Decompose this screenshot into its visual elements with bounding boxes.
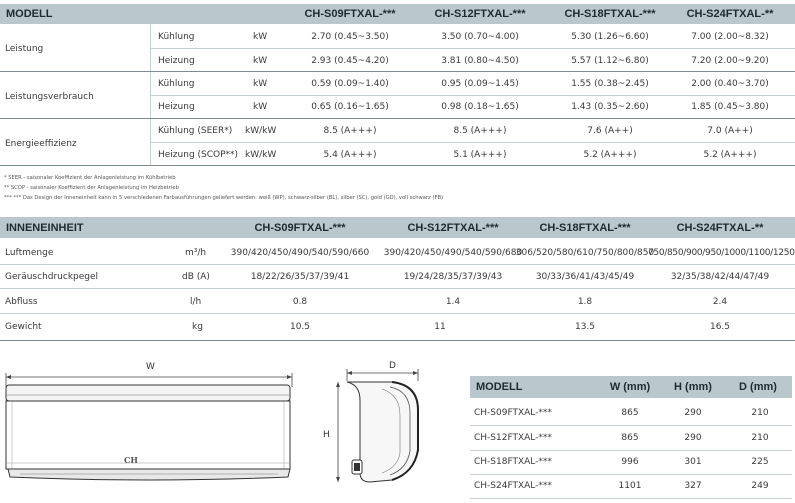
value-cell: 1.4: [445, 297, 461, 307]
value-cell: 5.2 (A+++): [703, 150, 757, 160]
value-cell: 7.20 (2.00~9.20): [691, 56, 769, 66]
group-label-leistung: Leistung: [5, 44, 44, 54]
value-cell: 30/33/36/41/43/45/49: [535, 272, 635, 282]
indoor-row-unit: dB (A): [182, 272, 210, 282]
value-cell: 390/420/450/490/540/590/660: [230, 248, 370, 258]
value-cell: 2.70 (0.45~3.50): [311, 32, 389, 42]
value-cell: 1.8: [577, 297, 593, 307]
value-cell: 1.85 (0.45~3.80): [691, 102, 769, 112]
value-cell: 0.8: [292, 297, 308, 307]
dim-row-h: 301: [684, 457, 702, 467]
value-cell: 3.50 (0.70~4.00): [441, 32, 519, 42]
dim-row-w: 1101: [618, 481, 642, 491]
mode-label: Kühlung (SEER*): [158, 126, 233, 136]
dim-header-w: W (mm): [609, 381, 651, 393]
mode-label: Kühlung: [158, 79, 195, 89]
value-cell: 1.55 (0.38~2.45): [571, 79, 649, 89]
unit-label: kW: [253, 79, 268, 89]
front-view-drawing: [0, 355, 300, 500]
unit-label: kW/kW: [245, 126, 277, 136]
dim-row-w: 865: [621, 433, 639, 443]
indoor-row-label: Gewicht: [5, 322, 42, 332]
indoor-row-unit: kg: [192, 322, 203, 332]
group-line: [0, 340, 795, 341]
unit-label: kW: [253, 32, 268, 42]
dim-row-h: 290: [684, 433, 702, 443]
value-cell: 2.00 (0.40~3.70): [691, 79, 769, 89]
group-line: [0, 165, 795, 166]
dim-row-w: 865: [621, 408, 639, 418]
value-cell: 750/850/900/950/1000/1100/1250: [648, 248, 795, 258]
group-line: [0, 71, 795, 72]
dim-row-d: 210: [751, 408, 769, 418]
value-cell: 8.5 (A+++): [453, 126, 507, 136]
value-cell: 19/24/28/35/37/39/43: [403, 272, 503, 282]
group-label-energieeffizienz: Energieeffizienz: [5, 139, 77, 149]
value-cell: 2.93 (0.45~4.20): [311, 56, 389, 66]
value-cell: 1.43 (0.35~2.60): [571, 102, 649, 112]
dim-header-model: MODELL: [476, 381, 523, 393]
indoor-row-label: Geräuschdruckpegel: [5, 272, 99, 282]
dim-row-d: 225: [751, 457, 769, 467]
row-line: [470, 425, 792, 426]
value-cell: 16.5: [709, 322, 731, 332]
unit-label: kW: [253, 102, 268, 112]
dim-row-w: 996: [621, 457, 639, 467]
indoor-header-col2: CH-S12FTXAL-***: [407, 222, 499, 234]
row-line: [0, 264, 795, 265]
dim-row-h: 290: [684, 408, 702, 418]
dimension-h-label: H: [323, 430, 330, 440]
mode-label: Kühlung: [158, 32, 195, 42]
value-cell: 0.98 (0.18~1.65): [441, 102, 519, 112]
value-cell: 0.59 (0.09~1.40): [311, 79, 389, 89]
dim-row-model: CH-S24FTXAL-***: [474, 481, 552, 491]
mode-label: Heizung: [158, 56, 195, 66]
row-line: [470, 450, 792, 451]
row-line: [150, 48, 795, 49]
indoor-header-col4: CH-S24FTXAL-**: [676, 222, 764, 234]
spec-header-col4: CH-S24FTXAL-**: [686, 8, 774, 20]
value-cell: 5.57 (1.12~6.80): [571, 56, 649, 66]
indoor-row-unit: l/h: [190, 297, 202, 307]
mode-label: Heizung: [158, 102, 195, 112]
group-label-leistungsverbrauch: Leistungsverbrauch: [5, 92, 94, 102]
indoor-header-col3: CH-S18FTXAL-***: [539, 222, 631, 234]
footnote-design: *** *** Das Design der Inneneinheit kann in 5 verschiedenen Farbausführungen geliefert werden: weiß (WP), schwarz-silber (BL), silber (SC), gold (GD), voll schwarz (FB): [4, 195, 444, 201]
value-cell: 0.65 (0.16~1.65): [311, 102, 389, 112]
value-cell: 0.95 (0.09~1.45): [441, 79, 519, 89]
value-cell: 18/22/26/35/37/39/41: [250, 272, 350, 282]
row-line: [150, 142, 795, 143]
indoor-header-col1: CH-S09FTXAL-***: [254, 222, 346, 234]
unit-label: kW: [253, 56, 268, 66]
spec-header-col3: CH-S18FTXAL-***: [564, 8, 656, 20]
side-view-drawing: [330, 355, 450, 500]
unit-label: kW/kW: [245, 150, 277, 160]
value-cell: 8.5 (A+++): [323, 126, 377, 136]
value-cell: 5.30 (1.26~6.60): [571, 32, 649, 42]
value-cell: 11: [434, 322, 446, 332]
dim-row-d: 249: [751, 481, 769, 491]
mode-label: Heizung (SCOP**): [158, 150, 239, 160]
dim-row-model: CH-S12FTXAL-***: [474, 433, 552, 443]
value-cell: 7.00 (2.00~8.32): [691, 32, 769, 42]
row-line: [150, 95, 795, 96]
dimension-d-label: D: [389, 361, 396, 371]
indoor-header-title: INNENEINHEIT: [6, 222, 84, 234]
value-cell: 3.81 (0.80~4.50): [441, 56, 519, 66]
value-cell: 390/420/450/490/540/590/680: [383, 248, 523, 258]
value-cell: 10.5: [289, 322, 311, 332]
value-cell: 32/35/38/42/44/47/49: [670, 272, 770, 282]
value-cell: 5.1 (A+++): [453, 150, 507, 160]
spec-header-col2: CH-S12FTXAL-***: [434, 8, 526, 20]
value-cell: 7.6 (A++): [587, 126, 633, 136]
row-line: [0, 288, 795, 289]
spec-header-model: MODELL: [6, 8, 53, 20]
value-cell: 306/520/580/610/750/800/850: [515, 248, 655, 258]
dim-header-d: D (mm): [739, 381, 777, 393]
dim-row-model: CH-S18FTXAL-***: [474, 457, 552, 467]
spec-header-col1: CH-S09FTXAL-***: [304, 8, 396, 20]
value-cell: 2.4: [712, 297, 728, 307]
indoor-row-unit: m³/h: [185, 248, 207, 258]
dim-header-h: H (mm): [674, 381, 712, 393]
group-line: [0, 118, 795, 119]
value-cell: 13.5: [574, 322, 596, 332]
row-line: [470, 474, 792, 475]
value-cell: 7.0 (A++): [707, 126, 753, 136]
footnote-scop: ** SCOP - saisonaler Koeffizient der Anlagenleistung im Heizbetrieb: [4, 185, 179, 191]
dim-row-d: 210: [751, 433, 769, 443]
dim-row-model: CH-S09FTXAL-***: [474, 408, 552, 418]
dim-row-h: 327: [684, 481, 702, 491]
row-line: [470, 498, 792, 499]
row-line: [0, 313, 795, 314]
footnote-seer: * SEER - saisonaler Koeffizient der Anlagenleistung im Kühlbetrieb: [4, 175, 176, 181]
value-cell: 5.4 (A+++): [323, 150, 377, 160]
indoor-row-label: Luftmenge: [5, 248, 54, 258]
value-cell: 5.2 (A+++): [583, 150, 637, 160]
brand-logo: CH: [124, 455, 138, 465]
dimension-w-label: W: [146, 362, 155, 372]
indoor-row-label: Abfluss: [5, 297, 38, 307]
